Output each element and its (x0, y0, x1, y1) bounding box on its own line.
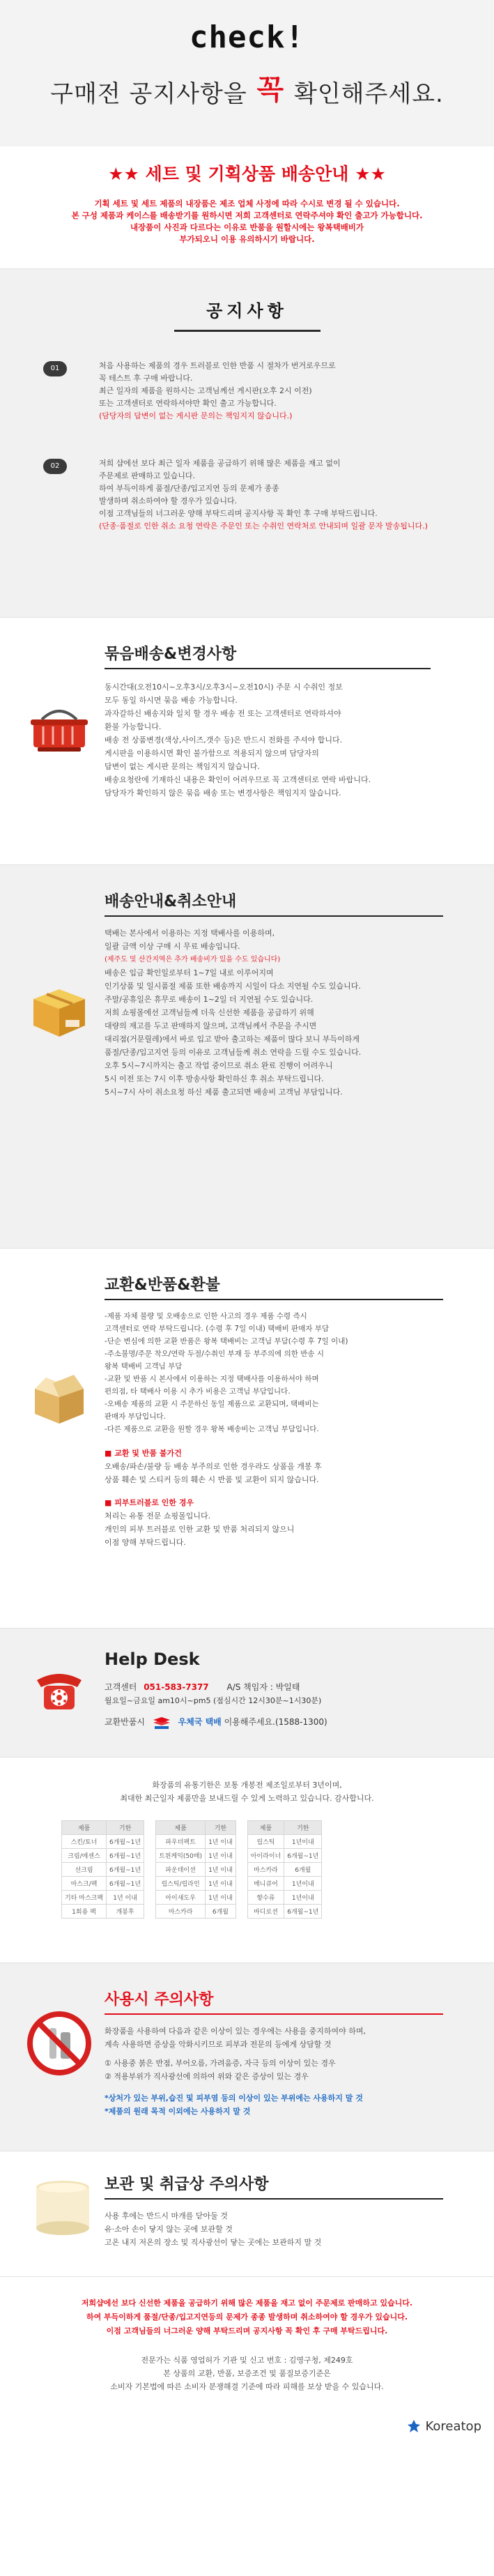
table-cell: 1년이내 (284, 1835, 322, 1849)
announcement-item-01 (43, 360, 468, 422)
table-cell: 1년 이내 (206, 1835, 236, 1849)
not-possible-heading: ■ 교환 및 반품 불가건 (105, 1449, 182, 1458)
storage-section (0, 2151, 494, 2276)
set-notice-line: 본 구성 제품과 케이스를 배송받기를 원하시면 저희 고객센터로 연락주셔야 확인 출고가 가능합니다. (71, 211, 423, 220)
table-row (247, 1849, 322, 1863)
caution-title-underline (105, 2013, 443, 2015)
delivery-title-underline (105, 915, 443, 917)
expiry-intro-line: 최대한 최근일자 제품만을 보내드릴 수 있게 노력하고 있습니다. 감사합니다. (120, 1794, 374, 1803)
headline-post: 확인해주세요. (293, 80, 444, 108)
bundle-title-underline (105, 668, 431, 669)
table-cell: 선크림 (62, 1863, 107, 1877)
table-cell: 6개월~1년 (107, 1835, 144, 1849)
bundle-section (0, 617, 494, 864)
delivery-line: 5시 이전 또는 7시 이후 방송사항 확인하신 후 취소 부탁드립니다. (105, 1074, 324, 1083)
star-right-icon: ★★ (355, 164, 386, 184)
storage-line: 고온 내지 저온의 장소 및 직사광선이 닿는 곳에는 보관하지 말 것 (105, 2238, 322, 2247)
table-header: 제품 (247, 1821, 284, 1835)
helpdesk-phone-number[interactable]: 051-583-7377 (144, 1682, 209, 1692)
expiry-intro (0, 1778, 494, 1805)
caution-line: 계속 사용하면 증상을 악화시키므로 피부과 전문의 등에게 상담할 것 (105, 2040, 332, 2049)
announcement-section (0, 268, 494, 617)
skin-trouble-heading: ■ 피부트러블로 인한 경우 (105, 1498, 194, 1507)
table-cell: 마스카라 (247, 1863, 284, 1877)
skin-trouble-line: 처리는 유통 전문 쇼핑몰입니다. (105, 1511, 211, 1521)
table-cell: 마스크/팩 (62, 1877, 107, 1891)
table-cell: 트윈케익(50매) (156, 1849, 206, 1863)
table-row (247, 1877, 322, 1891)
announcement-line: 주문제로 판매하고 있습니다. (99, 471, 196, 480)
set-notice-line: 내장품이 사진과 다르다는 이유로 반품을 원할시에는 왕복택배비가 (130, 222, 364, 232)
bundle-line: 과자갈하신 배송지와 일치 할 경우 배송 전 또는 고객센터로 연락하셔야 (105, 709, 341, 718)
exchange-body (105, 1310, 481, 1435)
table-cell: 바디로션 (247, 1905, 284, 1919)
announcement-line-warning: (담당자의 답변이 없는 게시판 문의는 책임지지 않습니다.) (99, 411, 293, 420)
announcement-line: 저희 샵에선 보다 최근 일자 제품을 공급하기 위해 많은 제품을 재고 없이 (99, 459, 341, 468)
footer-section (0, 2276, 494, 2444)
table-row (247, 1863, 322, 1877)
exchange-line: 왕복 택배비 고객님 부담 (105, 1362, 183, 1371)
table-header: 기한 (107, 1821, 144, 1835)
caution-warning-line: *제품의 원래 목적 이외에는 사용하지 말 것 (105, 2107, 251, 2116)
not-possible-line: 오배송/파손/불량 등 배송 부주의로 인한 경우라도 상품을 개봉 후 (105, 1462, 322, 1471)
table-cell: 1년 이내 (206, 1863, 236, 1877)
caution-warning-line: *상처가 있는 부위,습진 및 피부염 등의 이상이 있는 부위에는 사용하지 말 것 (105, 2094, 363, 2103)
table-cell: 마스카라 (156, 1905, 206, 1919)
footer-legal-line: 본 상품의 교환, 반품, 보증조건 및 품질보증기준은 (163, 2369, 331, 2378)
bundle-line: 동시간대(오전10시~오후3시/오후3시~오전10시) 주문 시 수취인 정보 (105, 683, 343, 692)
item-number-badge: 02 (43, 459, 67, 474)
delivery-line: 품절/단종/입고지연 등의 이유로 고객님들께 취소 연락을 드릴 수도 있습니다. (105, 1048, 362, 1057)
delivery-line: 주말/공휴일은 휴무로 배송이 1~2일 더 지연될 수도 있습니다. (105, 995, 314, 1004)
expiry-intro-line: 화장품의 유통기한은 보통 개봉전 제조일로부터 3년이며, (152, 1781, 342, 1790)
table-cell: 기타 마스크팩 (62, 1891, 107, 1905)
footer-notice-line: 이점 고객님들의 너그러운 양해 부탁드리며 공지사항 꼭 확인 후 구매 부탁드립니다. (106, 2326, 388, 2335)
helpdesk-phone-line (105, 1680, 481, 1694)
storage-line: 유·소아 손이 닿지 않는 곳에 보관할 것 (105, 2225, 233, 2234)
delivery-line: 저희 쇼핑몰에선 고객님들께 더욱 신선한 제품을 공급하기 위해 (105, 1008, 314, 1017)
table-row (62, 1905, 144, 1919)
delivery-line: 대량의 재고를 두고 판매하지 않으며, 고객님께서 주문을 주시면 (105, 1021, 317, 1030)
exchange-line: -교환 및 반품 시 본사에서 이용하는 지정 택배사를 이용하셔야 하며 (105, 1375, 319, 1383)
expiry-tables (61, 1820, 322, 1919)
table-row (247, 1891, 322, 1905)
brand-logo[interactable] (406, 2418, 481, 2434)
announcement-text (99, 360, 468, 422)
bundle-line: 답변이 없는 게시판 문의는 책임지지 않습니다. (105, 762, 260, 771)
headline (0, 70, 494, 110)
set-notice-line: 기획 세트 및 세트 제품의 내장품은 제조 업체 사정에 따라 수시로 변경 될 수 있습니다. (94, 199, 400, 208)
helpdesk-section (0, 1628, 494, 1757)
announcement-line: 하여 부득이하게 품절/단종/입고지연 등의 문제가 종종 (99, 484, 279, 493)
bundle-line: 모두 동일 하시면 묶음 배송 가능합니다. (105, 696, 238, 705)
table-header: 기한 (206, 1821, 236, 1835)
table-cell: 6개월 (284, 1863, 322, 1877)
table-cell: 립스틱 (247, 1835, 284, 1849)
skin-trouble-line: 개인의 피부 트러블로 인한 교환 및 반품 처리되지 않으니 (105, 1525, 295, 1534)
table-row (62, 1877, 144, 1891)
check-title: check! (190, 20, 304, 55)
exchange-line: 고객센터로 연락 부탁드립니다. (수령 후 7일 이내) 택배비 판매자 부담 (105, 1325, 330, 1333)
table-cell: 립스틱/립라인 (156, 1877, 206, 1891)
delivery-line: 대리점(거문릴레)에서 바로 입고 받아 출고하는 제품이 많다 보니 부득이하게 (105, 1035, 360, 1044)
storage-title-underline (105, 2198, 443, 2200)
expiry-table-2 (155, 1820, 236, 1919)
prohibition-icon (24, 2009, 94, 2078)
table-cell: 6개월~1년 (284, 1905, 322, 1919)
delivery-body (105, 927, 481, 1099)
table-cell: 파운데이션 (156, 1863, 206, 1877)
return-box-icon (28, 1371, 91, 1426)
headline-emphasis: 꼭 (256, 74, 285, 106)
skin-trouble-line: 이점 양해 부탁드립니다. (105, 1538, 186, 1547)
table-cell: 아이섀도우 (156, 1891, 206, 1905)
table-cell: 6개월 (206, 1905, 236, 1919)
helpdesk-as-manager: A/S 책임자 : 박일태 (226, 1682, 300, 1692)
exchange-line: -오배송 제품의 교환 시 주문하신 동일 제품으로 교환되며, 택배비는 (105, 1400, 319, 1408)
delivery-section (0, 864, 494, 1248)
table-row (156, 1863, 236, 1877)
table-cell: 개봉후 (107, 1905, 144, 1919)
bundle-line: 배송요청란에 기재하신 내용은 확인이 어려우므로 꼭 고객센터로 연락 바랍니다. (105, 775, 371, 784)
footer-legal (0, 2354, 494, 2393)
storage-body (105, 2209, 481, 2249)
footer-notice-line: 하여 부득이하게 품절/단종/입고지연등의 문제가 종종 발생하며 취소하여야 할 경우가 있습니다. (86, 2312, 408, 2322)
table-header: 제품 (62, 1821, 107, 1835)
table-cell: 파우더팩트 (156, 1835, 206, 1849)
helpdesk-courier-line (105, 1715, 481, 1730)
announcement-line: 또는 고객센터로 연락하셔야만 확인 출고 가능합니다. (99, 399, 277, 408)
table-row (247, 1905, 322, 1919)
announcement-line: 꼭 테스트 후 구매 바랍니다. (99, 374, 193, 383)
table-cell: 6개월~1년 (107, 1849, 144, 1863)
table-row (62, 1863, 144, 1877)
exchange-skin-trouble (105, 1496, 481, 1549)
footer-notice (0, 2296, 494, 2338)
footer-legal-line: 소비자 기본법에 따른 소비자 분쟁해결 기준에 따라 피해를 보상 받을 수 있습니다. (110, 2382, 384, 2391)
table-cell: 6개월~1년 (284, 1849, 322, 1863)
caution-title: 사용시 주의사항 (105, 1991, 214, 2009)
brand-name: Koreatop (425, 2418, 481, 2434)
table-row (156, 1835, 236, 1849)
set-notice-line: 부가되오니 이용 유의하시기 바랍니다. (179, 234, 315, 244)
table-header: 제품 (156, 1821, 206, 1835)
delivery-line: 5시~7시 사이 취소요청 하신 제품 출고되면 배송비 고객님 부담입니다. (105, 1088, 343, 1097)
announcement-line: 발생하며 취소하여야 할 경우가 있습니다. (99, 496, 238, 505)
bundle-body (105, 680, 467, 800)
table-cell: 1회용 팩 (62, 1905, 107, 1919)
check-header (0, 0, 494, 146)
table-cell: 1년 이내 (206, 1849, 236, 1863)
table-row (156, 1849, 236, 1863)
exchange-line: -다른 제품으로 교환을 원할 경우 왕복 배송비는 고객님 부담입니다. (105, 1425, 319, 1433)
footer-legal-line: 전문가는 식품 영업허가 기관 및 신고 번호 : 김영구청, 제249호 (141, 2356, 353, 2365)
helpdesk-center-label: 고객센터 (105, 1682, 137, 1692)
table-cell: 6개월~1년 (107, 1877, 144, 1891)
shopping-basket-icon (28, 701, 91, 757)
announcement-title: 공지사항 (206, 301, 288, 321)
table-cell: 1년 이내 (107, 1891, 144, 1905)
exchange-section (0, 1248, 494, 1628)
table-cell: 1년이내 (284, 1891, 322, 1905)
table-cell: 크림/에센스 (62, 1849, 107, 1863)
table-row (62, 1835, 144, 1849)
courier-label: 교환반품시 (105, 1717, 145, 1727)
storage-title: 보관 및 취급상 주의사항 (105, 2176, 269, 2193)
table-cell: 향수류 (247, 1891, 284, 1905)
caution-warnings (105, 2091, 481, 2118)
delivery-line: 오후 5시~7시까지는 출고 작업 중이므로 취소 완료 진행이 어려우니 (105, 1061, 333, 1070)
bundle-line: 환불 가능합니다. (105, 722, 162, 731)
announcement-item-02 (43, 457, 468, 533)
exchange-line: -제품 자체 불량 및 오배송으로 인한 사고의 경우 제품 수령 즉시 (105, 1312, 307, 1320)
headline-pre: 구매전 공지사항을 (50, 80, 247, 108)
delivery-box-icon (28, 984, 91, 1039)
exchange-line: -주소불명/주문 착오/연락 두절/수취인 부재 등 부주의에 의한 반송 시 (105, 1350, 324, 1358)
delivery-line: 일괄 금액 이상 구매 시 무료 배송입니다. (105, 942, 240, 951)
announcement-line: 처음 사용하는 제품의 경우 트러블로 인한 반품 시 절차가 번거로우므로 (99, 361, 336, 370)
announcement-line-warning: (단종·품절로 인한 취소 요청 연락은 주문인 또는 수취인 연락처로 안내되며 일괄 문자 발송됩니다.) (99, 521, 428, 531)
table-header: 기한 (284, 1821, 322, 1835)
bundle-title: 묶음배송&변경사항 (105, 646, 237, 663)
bundle-line: 담당자가 확인하지 않은 묶음 배송 또는 변경사항은 책임지지 않습니다. (105, 788, 341, 798)
table-row (62, 1891, 144, 1905)
announcement-text (99, 457, 468, 533)
helpdesk-title: Help Desk (105, 1649, 200, 1669)
expiry-table-1 (61, 1820, 144, 1919)
bundle-line: 배송 전 상품변경(색상,사이즈,갯수 등)은 반드시 전화를 주셔야 합니다. (105, 736, 343, 745)
expiry-table-3 (247, 1820, 323, 1919)
exchange-title-underline (105, 1299, 443, 1300)
courier-name: 우체국 택배 (178, 1717, 222, 1727)
expiry-section (0, 1757, 494, 1963)
set-notice-title (0, 160, 494, 185)
exchange-line: -단순 변심에 의한 교환 반품은 왕복 택배비는 고객님 부담(수령 후 7일 이내) (105, 1337, 348, 1346)
telephone-icon (31, 1665, 87, 1714)
announcement-line: 최근 일자의 제품을 원하시는 고객님께선 게시판(오후 2시 이전) (99, 386, 312, 395)
table-cell: 1년 이내 (206, 1877, 236, 1891)
korea-post-logo-icon (152, 1716, 171, 1730)
delivery-title: 배송안내&취소안내 (105, 893, 237, 910)
set-notice-body (0, 198, 494, 245)
exchange-line: 판매자 부담입니다. (105, 1412, 166, 1421)
not-possible-line: 상품 훼손 및 스티커 등의 훼손 시 반품 및 교환이 되지 않습니다. (105, 1475, 319, 1484)
delivery-line: 배송은 입금 확인일로부터 1~7일 내로 이루어지며 (105, 968, 274, 977)
table-row (156, 1905, 236, 1919)
brand-logo-icon (406, 2418, 422, 2434)
table-row (156, 1877, 236, 1891)
caution-line: 화장품을 사용하여 다음과 같은 이상이 있는 경우에는 사용을 중지하여야 하며, (105, 2027, 366, 2036)
caution-line: ① 사용중 붉은 반점, 부어오름, 가려움증, 자극 등의 이상이 있는 경우 (105, 2059, 336, 2068)
table-cell: 6개월~1년 (107, 1863, 144, 1877)
table-cell: 스킨/토너 (62, 1835, 107, 1849)
table-cell: 1년이내 (284, 1877, 322, 1891)
caution-line: ② 적용부위가 직사광선에 의하여 위와 같은 증상이 있는 경우 (105, 2072, 309, 2081)
table-cell: 매니큐어 (247, 1877, 284, 1891)
caution-section (0, 1963, 494, 2151)
exchange-title: 교환&반품&환불 (105, 1276, 220, 1294)
cosmetic-jar-icon (28, 2174, 98, 2243)
helpdesk-hours: 월요일~금요일 am10시~pm5 (점심시간 12시30분~1시30분) (105, 1696, 322, 1705)
announcement-line: 이점 고객님들의 너그러운 양해 부탁드리며 공지사항 꼭 확인 후 구매 부탁드립니다. (99, 509, 378, 518)
table-row (247, 1835, 322, 1849)
delivery-line: 인기상품 및 일시품절 제품 또한 배송까지 시일이 다소 지연될 수도 있습니다. (105, 982, 361, 991)
table-cell: 1년 이내 (206, 1891, 236, 1905)
item-number-badge: 01 (43, 361, 67, 376)
set-delivery-notice (0, 146, 494, 268)
bundle-line: 게시판을 이용하시면 확인 불가함으로 적용되지 않으며 담당자의 (105, 749, 319, 758)
table-cell: 아이라이너 (247, 1849, 284, 1863)
table-row (156, 1891, 236, 1905)
courier-tail: 이용해주세요.(1588-1300) (224, 1717, 327, 1727)
star-left-icon: ★★ (108, 164, 139, 184)
exchange-line: 편의점, 타 택배사 이용 시 추가 비용은 고객님 부담입니다. (105, 1387, 291, 1396)
delivery-line-note: (제주도 및 산간지역은 추가 배송비가 있을 수도 있습니다) (105, 956, 281, 963)
announcement-underline (174, 330, 321, 332)
delivery-line: 택배는 본사에서 이용하는 지정 택배사를 이용하며, (105, 929, 275, 938)
storage-line: 사용 후에는 반드시 마개를 닫아둘 것 (105, 2211, 228, 2220)
caution-body (105, 2025, 481, 2083)
table-row (62, 1849, 144, 1863)
exchange-not-possible (105, 1447, 481, 1486)
set-notice-title-text: 세트 및 기획상품 배송안내 (145, 164, 349, 184)
footer-notice-line: 저희샵에선 보다 신선한 제품을 공급하기 위해 많은 제품을 재고 없이 주문제로 판매하고 있습니다. (81, 2299, 413, 2308)
